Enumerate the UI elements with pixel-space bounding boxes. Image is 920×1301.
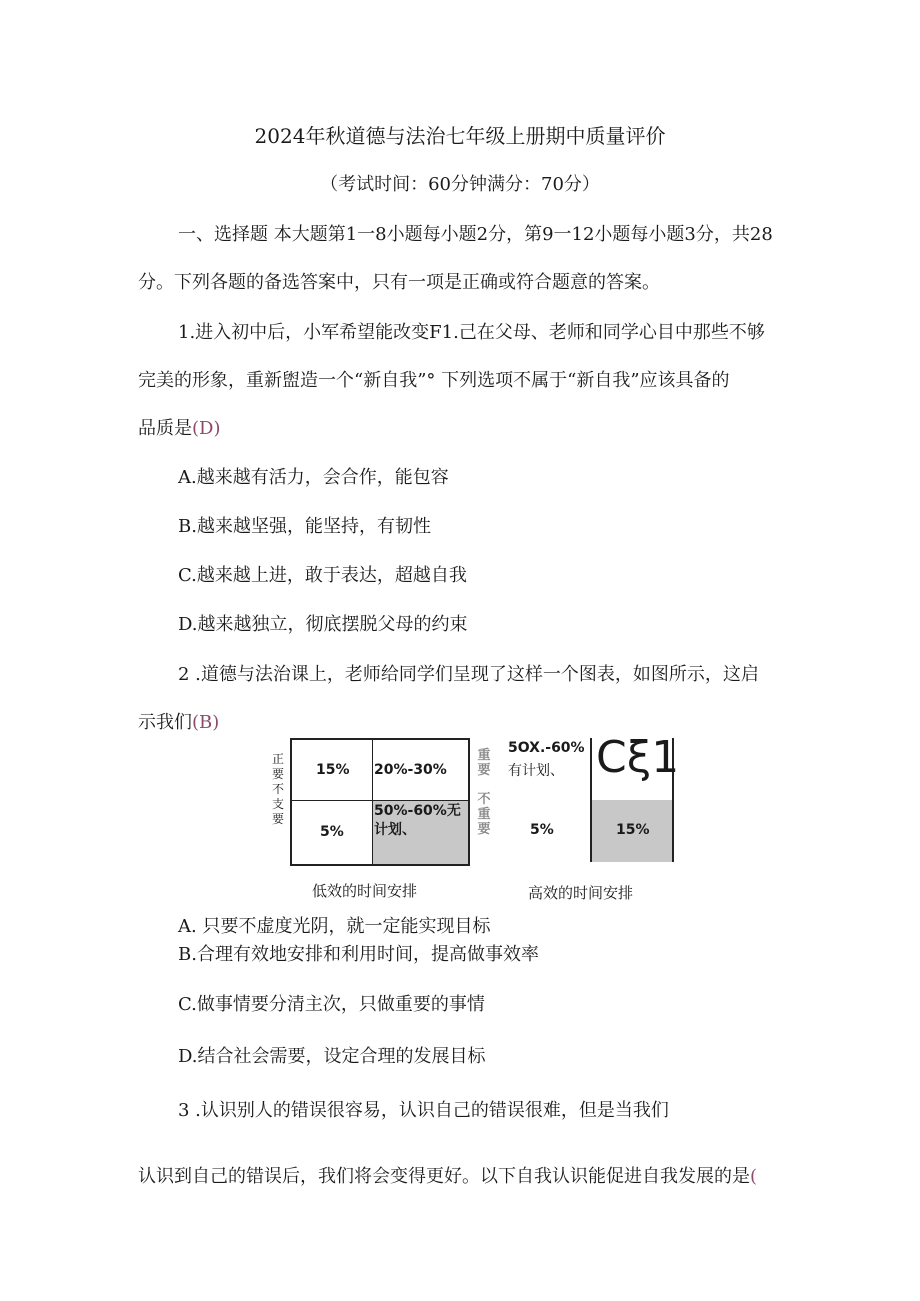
grid-divider-h [292,800,468,801]
q1-answer: (D) [192,418,221,439]
figure-mid-vlabel [476,748,496,837]
mid-vlabel-bottom: 不重要 [477,792,491,837]
q2-line1: 2 .道德与法治课上，老师给同学们呈现了这样一个图表，如图所示，这启 [178,664,759,685]
q3-line2 [138,1162,757,1188]
q2-option-c: C.做事情要分清主次，只做重要的事情 [178,994,485,1015]
high-efficiency-box [590,732,680,862]
q2-answer: (B) [192,712,220,733]
q3-answer-open: ( [750,1166,758,1187]
section-heading-line2: 分。下列各题的备选答案中，只有一项是正确或符合题意的答案。 [138,272,660,293]
q1-option-c: C.越来越上进，敢于表达，超越自我 [178,565,467,586]
q3-stem-end: 认识到自己的错误后，我们将会变得更好。以下自我认识能促进自我发展的是 [138,1166,750,1187]
q2-option-b: B.合理有效地安排和利用时间，提高做事效率 [178,944,539,965]
caption-right: 高效的时间安排 [528,884,634,902]
right-big-text: Cξ1 [596,732,680,783]
q1-stem-end: 品质是 [138,418,192,439]
q1-option-b: B.越来越坚强，能坚持，有韧性 [178,516,431,537]
page-title: 2024年秋道德与法治七年级上册期中质量评价 [254,124,666,148]
exam-info: （考试时间：60分钟满分：70分） [320,174,600,195]
right-bottom-left: 5% [530,822,554,838]
q3-line1: 3 .认识别人的错误很容易，认识自己的错误很难，但是当我们 [178,1100,669,1121]
q2-option-a: A. 只要不虚度光阴，就一定能实现目标 [178,916,491,937]
q2-option-d: D.结合社会需要，设定合理的发展目标 [178,1046,486,1067]
caption-left: 低效的时间安排 [312,882,418,900]
q2-line2 [138,708,219,734]
q1-line2: 完美的形象，重新盥造一个“新自我”° 下列选项不属于“新自我”应该具备的 [138,370,730,391]
cell-top-left: 15% [316,762,350,778]
q1-line1: 1.进入初中后，小军希望能改变F1.己在父母、老师和同学心目中那些不够 [178,322,765,343]
cell-bottom-right: 50%-60%无计划、 [374,803,461,838]
low-efficiency-grid [290,738,470,866]
figure-left-vlabel: 正要不支要 [271,752,284,826]
q1-option-d: D.越来越独立，彻底摆脱父母的约束 [178,614,468,635]
mid-vlabel-top: 重要 [477,748,491,778]
grid-divider-v [372,740,373,864]
right-bottom-right: 15% [616,822,650,838]
section-heading-line1: 一、选择题 本大题第1一8小题每小题2分，第9一12小题每小题3分，共28 [178,224,773,245]
q1-option-a: A.越来越有活力，会合作，能包容 [178,467,449,488]
q2-stem-end: 示我们 [138,712,192,733]
right-top-text1: 5OX.-60% [508,740,585,756]
cell-bottom-left: 5% [320,824,344,840]
right-top-text2: 有计划、 [508,763,564,779]
q1-line3 [138,414,220,440]
cell-top-right: 20%-30% [374,762,447,778]
